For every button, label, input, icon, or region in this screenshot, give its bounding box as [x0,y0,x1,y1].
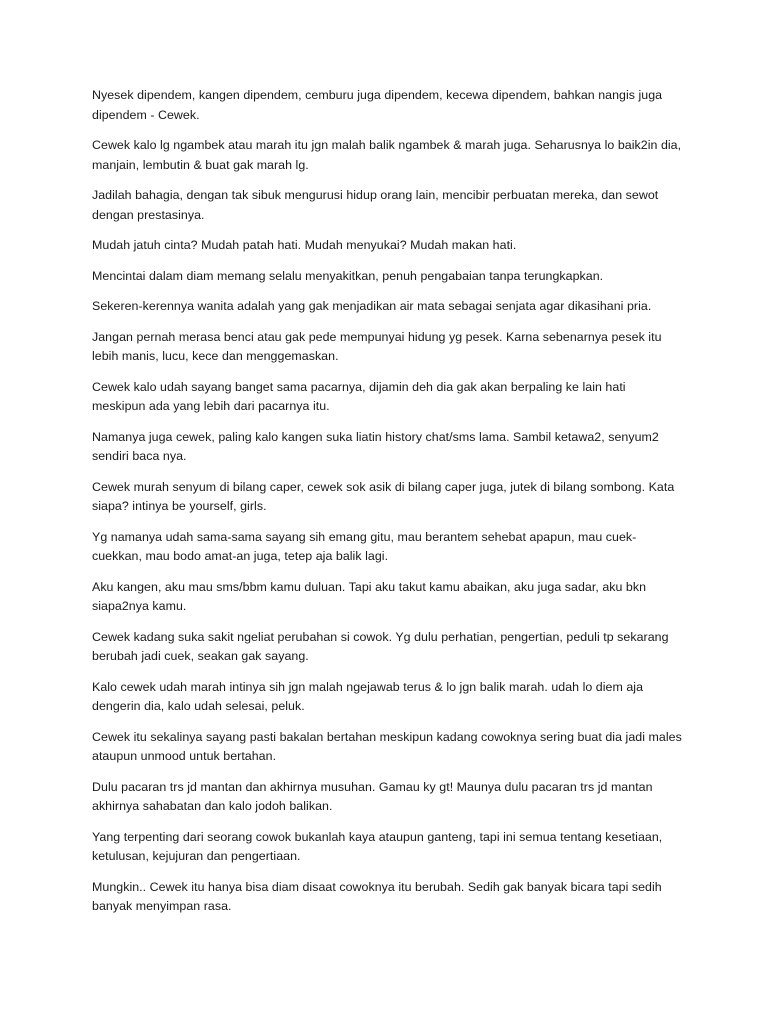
paragraph: Cewek kalo udah sayang banget sama pacarnya, dijamin deh dia gak akan berpaling ke lain hati meskipun ada yang lebih dari pacarnya itu. [92,379,626,413]
paragraph: Cewek kadang suka sakit ngeliat perubahan si cowok. Yg dulu perhatian, pengertian, peduli tp sekarang berubah jadi cuek, seakan gak sayang. [92,629,669,663]
paragraph: Nyesek dipendem, kangen dipendem, cemburu juga dipendem, kecewa dipendem, bahkan nangis juga dipendem - Cewek. [92,88,663,122]
paragraph: Aku kangen, aku mau sms/bbm kamu duluan. Tapi aku takut kamu abaikan, aku juga sadar, aku bkn siapa2nya kamu. [92,579,647,613]
paragraph: Mencintai dalam diam memang selalu menyakitkan, penuh pengabaian tanpa terungkapkan. [92,268,604,283]
paragraph: Kalo cewek udah marah intinya sih jgn malah ngejawab terus & lo jgn balik marah. udah lo diem aja dengerin dia, kalo udah selesai, peluk. [92,679,644,713]
paragraph: Dulu pacaran trs jd mantan dan akhirnya musuhan. Gamau ky gt! Maunya dulu pacaran trs jd mantan akhirnya sahabatan dan kalo jodoh balikan. [92,779,653,813]
paragraph: Mudah jatuh cinta? Mudah patah hati. Mudah menyukai? Mudah makan hati. [92,238,517,252]
paragraph: Yang terpenting dari seorang cowok bukanlah kaya ataupun ganteng, tapi ini semua tentang kesetiaan, ketulusan, kejujuran dan pengertiaan. [92,829,663,863]
paragraph: Sekeren-kerennya wanita adalah yang gak menjadikan air mata sebagai senjata agar dikasihani pria. [92,299,652,313]
paragraph: Yg namanya udah sama-sama sayang sih emang gitu, mau berantem sehebat apapun, mau cuek-cuekkan, mau bodo amat-an juga, tetep aja balik lagi. [92,529,637,563]
paragraph: Mungkin.. Cewek itu hanya bisa diam disaat cowoknya itu berubah. Sedih gak banyak bicara tapi sedih banyak menyimpan rasa. [92,879,662,913]
document-body [92,86,682,928]
paragraph: Jadilah bahagia, dengan tak sibuk mengurusi hidup orang lain, mencibir perbuatan mereka, dan sewot dengan prestasinya. [92,188,659,222]
paragraph: Cewek itu sekalinya sayang pasti bakalan bertahan meskipun kadang cowoknya sering buat dia jadi males ataupun unmood untuk bertahan. [92,729,682,763]
paragraph: Cewek murah senyum di bilang caper, cewek sok asik di bilang caper juga, jutek di bilang sombong. Kata siapa? intinya be yourself, girls. [92,479,675,513]
paragraph: Cewek kalo lg ngambek atau marah itu jgn malah balik ngambek & marah juga. Seharusnya lo baik2in dia, manjain, lembutin & buat gak marah lg. [92,138,682,172]
paragraph: Namanya juga cewek, paling kalo kangen suka liatin history chat/sms lama. Sambil ketawa2, senyum2 sendiri baca nya. [92,429,659,463]
paragraph: Jangan pernah merasa benci atau gak pede mempunyai hidung yg pesek. Karna sebenarnya pesek itu lebih manis, lucu, kece dan menggemaskan. [92,329,662,363]
